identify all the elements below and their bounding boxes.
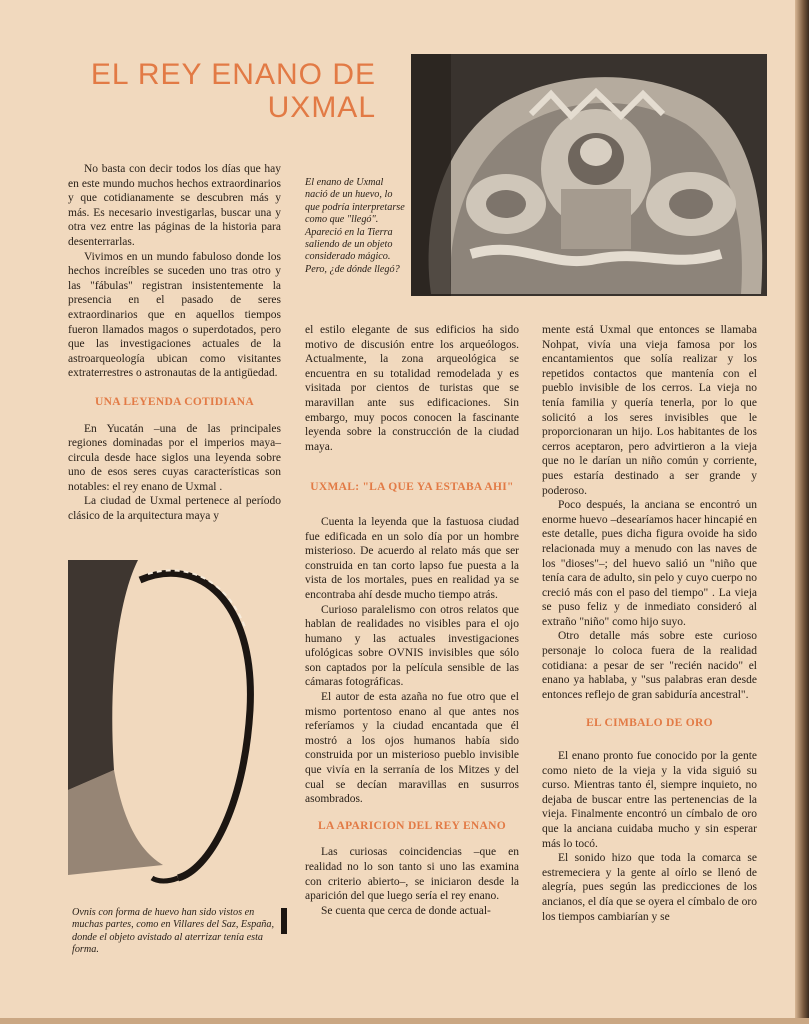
page-edge: [795, 0, 809, 1024]
column-3: [542, 323, 757, 924]
egg-ufo-photo: [68, 560, 276, 890]
paragraph: Poco después, la anciana se encontró un enorme huevo –desearíamos hacer hincapié en este detalle, pues dicha figura ovoide ha sido relacionada muy a menudo con las naves de los "dioses"–; del huevo salió un "niño que tenía cara de adulto, sin pelo y cuyo cuerpo no creció más con el paso del tiempo" . La vieja se puso feliz y de inmediato consideró al extraño "niño" como hijo suyo.: [542, 499, 757, 628]
page-bottom-edge: [0, 1018, 809, 1024]
paragraph: Las curiosas coincidencias –que en realidad no lo son tanto si uno las examina con criterio abierto–, se iniciaron desde la aparición del que luego sería el rey enano.: [305, 846, 519, 903]
photo-caption: El enano de Uxmal nació de un huevo, lo que podría interpretarse como que "llegó". Apareció en la Tierra saliendo de un objeto considerado mágico. Pero, ¿de dónde llegó?: [305, 177, 405, 275]
egg-ufo-image: [68, 560, 276, 890]
paragraph: Vivimos en un mundo fabuloso donde los hechos increíbles se suceden uno tras otro y las "fábulas" registran insistentemente la presencia en el pasado de seres extraordinarios que en aquellos tiempos fueron llamados magos o superdotados, pero que las investigaciones actuales de la astroarqueología ubican como visitantes extraterrestres o astronautas de la antigüedad.: [68, 250, 281, 380]
paragraph: En Yucatán –una de las principales regiones dominadas por el imperios maya– circula desde hace siglos una leyenda sobre uno de esos seres cuyas características son notables: el rey enano de Uxmal .: [68, 422, 281, 493]
caption-marker: [281, 908, 287, 934]
stone-relief-photo: [411, 54, 767, 296]
paragraph: La ciudad de Uxmal pertenece al período clásico de la arquitectura maya y: [68, 495, 281, 523]
paragraph: Se cuenta que cerca de donde actual-: [321, 904, 491, 917]
paragraph: Cuenta la leyenda que la fastuosa ciudad fue edificada en un solo día por un hombre misterioso. De acuerdo al relato más que ser construida en tan corto lapso fue puesta a la vista de los mortales, pues en realidad ya se encontraba ahí desde mucho tiempo atrás.: [305, 515, 519, 601]
column-1: [68, 162, 281, 524]
article-title-line1: EL REY ENANO DE: [90, 58, 376, 91]
paragraph: Otro detalle más sobre este curioso personaje lo coloca fuera de la realidad cotidiana: a pesar de ser "recién nacido" el enano ya hablaba, y "sus palabras eran desde entonces reflejo de gran sabiduría ancestral".: [542, 630, 757, 701]
section-heading: UXMAL: "LA QUE YA ESTABA AHI": [310, 481, 514, 494]
article-title: [64, 58, 376, 124]
article-title-line2: UXMAL: [267, 91, 376, 124]
paragraph: El sonido hizo que toda la comarca se estremeciera y la gente al oírlo se llenó de alegría, pues según las predicciones de los ancianos, el día que se oyera el címbalo de oro los tiempos cambiarían y se: [542, 852, 757, 923]
stone-relief-image: [411, 54, 767, 296]
paragraph: Curioso paralelismo con otros relatos que hablan de realidades no visibles para el ojo humano y las actuales investigaciones ufológicas sobre OVNIS invisibles que sólo son captados por la película sensible de las cámaras fotográficas.: [305, 603, 519, 689]
section-heading: LA APARICION DEL REY ENANO: [318, 819, 506, 832]
egg-caption: Ovnis con forma de huevo han sido vistos en muchas partes, como en Villares del Saz, España, donde el objeto avistado al aterrizar tenía esta forma.: [72, 907, 275, 956]
section-heading: EL CIMBALO DE ORO: [586, 717, 713, 730]
paragraph: El enano pronto fue conocido por la gente como nieto de la vieja y la vida siguió su curso. Mientras tanto él, siempre inquieto, no dejaba de buscar entre las pertenencias de la vieja. Finalmente encontró un címbalo de oro que la anciana cuidaba mucho y sin esperar más lo tocó.: [542, 750, 757, 850]
paragraph: El autor de esta azaña no fue otro que el mismo portentoso enano al que antes nos referíamos y la ciudad encantada que él mostró a los ojos humanos había sido construida por un misterioso pueblo invisible que vivía en la serranía de los Mitzes y del cual se decían maravillas en susurros asombrados.: [305, 691, 519, 806]
paragraph: No basta con decir todos los días que hay en este mundo muchos hechos extraordinarios y que cotidianamente se descubren más y más. Es necesario investigarlas, buscar una y otra vez entre las páginas de la historia para desenterrarlas.: [68, 163, 281, 248]
column-2: [305, 323, 519, 918]
section-heading: UNA LEYENDA COTIDIANA: [94, 395, 255, 408]
paragraph: mente está Uxmal que entonces se llamaba Nohpat, vivía una vieja famosa por los encantamientos que solía realizar y los repetidos contactos que mantenía con el pueblo invisible de los cerros. La vieja no tenía familia y quería tenerla, por lo que solicitó a los seres invisibles que le proporcionaran un hijo. Los habitantes de los cerros aceptaron, pero advirtieron a la vieja que no le darían un niño común y corriente, pues estaría destinado a ser grande y poderoso.: [542, 324, 757, 497]
paragraph: el estilo elegante de sus edificios ha sido motivo de discusión entre los arqueólogos. Actualmente, la zona arqueológica se encuentra en su totalidad remodelada y es visitada por cientos de turistas que se maravillan ante sus edificaciones. Sin embargo, muy pocos conocen la fascinante leyenda sobre la construcción de la ciudad maya.: [305, 324, 519, 453]
